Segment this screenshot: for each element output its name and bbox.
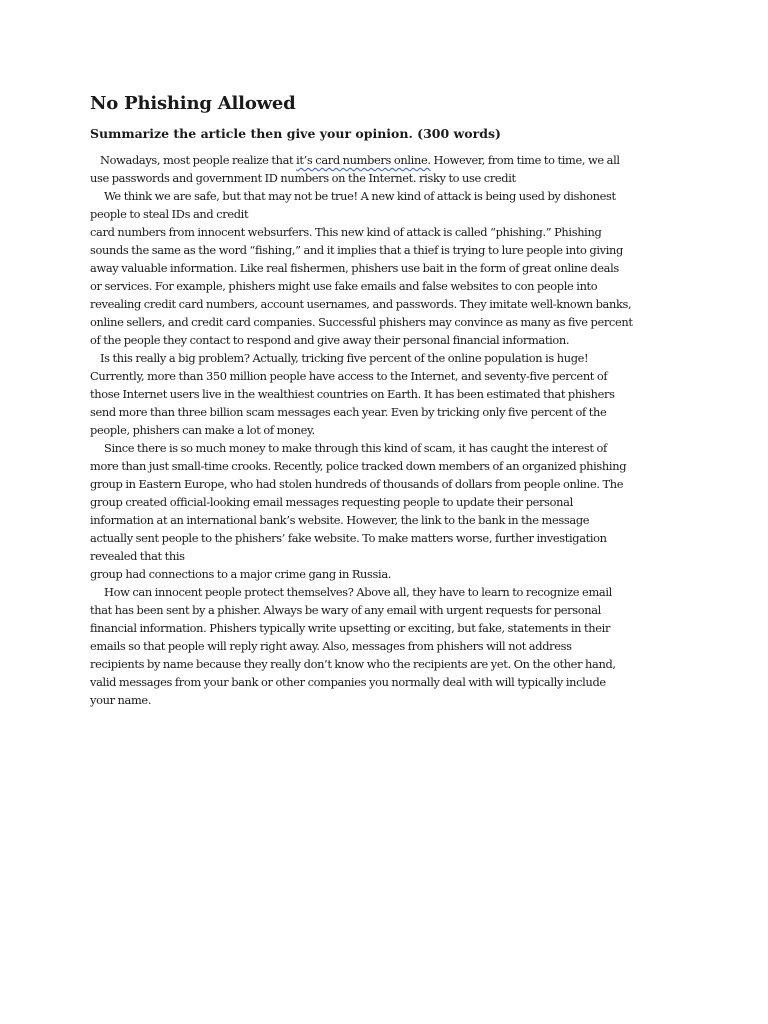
paragraph-4-line: information at an international bank’s website. However, the link to the bank in the message	[90, 513, 590, 527]
paragraph-3-line: Is this really a big problem? Actually, tricking five percent of the online population is huge!	[100, 351, 589, 365]
paragraph-2-line: or services. For example, phishers might use fake emails and false websites to con people into	[90, 279, 598, 293]
paragraph-5-line: emails so that people will reply right away. Also, messages from phishers will not address	[90, 639, 572, 653]
spelling-underlined-text[interactable]: it’s card numbers online.	[296, 153, 431, 167]
paragraph-4-line: group in Eastern Europe, who had stolen hundreds of thousands of dollars from people online. The	[90, 477, 624, 491]
paragraph-5-line: that has been sent by a phisher. Always be wary of any email with urgent requests for personal	[90, 603, 601, 617]
paragraph-5-line: financial information. Phishers typically write upsetting or exciting, but fake, statements in their	[90, 621, 611, 635]
page-title: No Phishing Allowed	[90, 93, 296, 114]
paragraph-5-line: recipients by name because they really don’t know who the recipients are yet. On the other hand,	[90, 657, 616, 671]
paragraph-2-line: people to steal IDs and credit	[90, 207, 249, 221]
paragraph-3-line: those Internet users live in the wealthiest countries on Earth. It has been estimated that phishers	[90, 387, 615, 401]
paragraph-2-line: away valuable information. Like real fishermen, phishers use bait in the form of great online deals	[90, 261, 619, 275]
paragraph-1-line-2: use passwords and government ID numbers on the Internet. risky to use credit	[90, 171, 516, 185]
paragraph-3-line: Currently, more than 350 million people have access to the Internet, and seventy-five percent of	[90, 369, 608, 383]
paragraph-5-line: your name.	[90, 693, 152, 707]
paragraph-2-line: sounds the same as the word “fishing,” and it implies that a thief is trying to lure people into giving	[90, 243, 623, 257]
paragraph-4-line: group had connections to a major crime gang in Russia.	[90, 567, 392, 581]
paragraph-5-line: How can innocent people protect themselves? Above all, they have to learn to recognize email	[104, 585, 612, 599]
paragraph-2-line: of the people they contact to respond and give away their personal financial information.	[90, 333, 570, 347]
paragraph-1-text-b: However, from time to time, we all	[430, 153, 620, 167]
paragraph-4-line: more than just small-time crooks. Recently, police tracked down members of an organized phishing	[90, 459, 627, 473]
paragraph-3-line: people, phishers can make a lot of money.	[90, 423, 315, 437]
document-page	[90, 92, 682, 709]
assignment-prompt: Summarize the article then give your opinion. (300 words)	[90, 126, 501, 141]
paragraph-4-line: group created official-looking email messages requesting people to update their personal	[90, 495, 573, 509]
paragraph-2-line: online sellers, and credit card companies. Successful phishers may convince as many as five percent	[90, 315, 633, 329]
article-body	[90, 151, 682, 709]
paragraph-3-line: send more than three billion scam messages each year. Even by tricking only five percent of the	[90, 405, 607, 419]
paragraph-2-line: revealing credit card numbers, account usernames, and passwords. They imitate well-known banks,	[90, 297, 632, 311]
paragraph-2-line: card numbers from innocent websurfers. This new kind of attack is called “phishing.” Phishing	[90, 225, 602, 239]
paragraph-2-line: We think we are safe, but that may not be true! A new kind of attack is being used by dishonest	[104, 189, 616, 203]
paragraph-4-line: revealed that this	[90, 549, 185, 563]
paragraph-4-line: actually sent people to the phishers’ fake website. To make matters worse, further investigation	[90, 531, 607, 545]
paragraph-4-line: Since there is so much money to make through this kind of scam, it has caught the interest of	[104, 441, 607, 455]
paragraph-5-line: valid messages from your bank or other companies you normally deal with will typically include	[90, 675, 606, 689]
paragraph-1-text-a: Nowadays, most people realize that	[100, 153, 297, 167]
paragraph-1-line-1	[90, 151, 682, 169]
